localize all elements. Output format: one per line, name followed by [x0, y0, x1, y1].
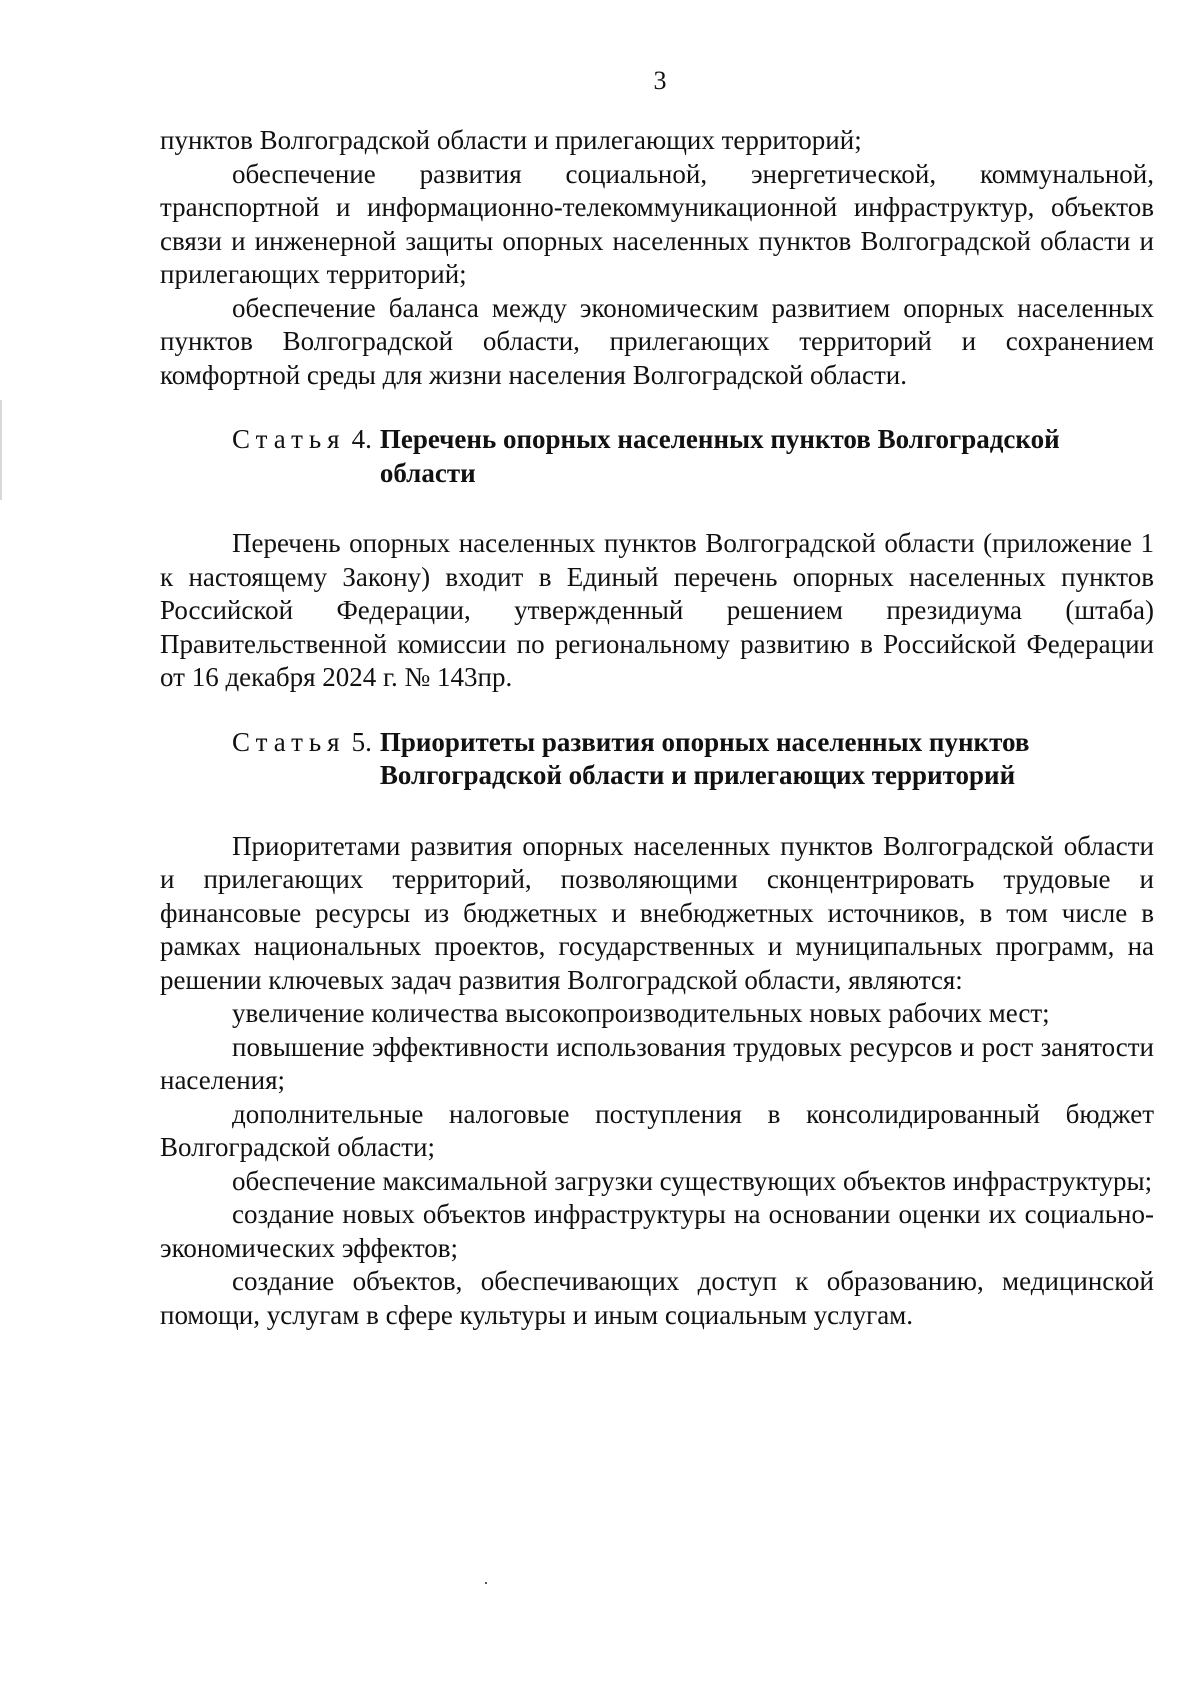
document-body [160, 124, 1154, 1332]
article-5-intro: Приоритетами развития опорных населенных пунктов Волгоградской области и прилегающих территорий, позволяющими сконцентрировать трудовые и финансовые ресурсы из бюджетных и внебюджетных источников, в том числе в рамках национальных проектов, государственных и муниципальных программ, на решении ключевых задач развития Волгоградской области, являются: [160, 830, 1154, 995]
paragraph-continuation: пунктов Волгоградской области и прилегающих территорий; [160, 125, 862, 155]
article-number: 5. [351, 726, 372, 757]
priority-item: создание объектов, обеспечивающих доступ к образованию, медицинской помощи, услугам в сфере культуры и иным социальным услугам. [160, 1266, 1154, 1330]
article-4-heading [160, 423, 1154, 490]
article-5-heading [160, 726, 1154, 793]
paragraph: обеспечение развития социальной, энергетической, коммунальной, транспортной и информационно-телекоммуникационной инфраструктур, объектов связи и инженерной защиты опорных населенных пунктов Волгоградской области и прилегающих территорий; [160, 158, 1154, 289]
page-number: 3 [653, 66, 667, 95]
priority-item: увеличение количества высокопроизводительных новых рабочих мест; [232, 998, 1050, 1028]
article-label: Статья [232, 726, 346, 757]
priority-item: повышение эффективности использования трудовых ресурсов и рост занятости населения; [160, 1031, 1154, 1095]
priority-item: обеспечение максимальной загрузки существующих объектов инфраструктуры; [232, 1165, 1153, 1196]
article-label: Статья [232, 424, 346, 454]
scan-edge-mark [0, 400, 2, 500]
paragraph: обеспечение баланса между экономическим развитием опорных населенных пунктов Волгоградской области, прилегающих территорий и сохранением комфортной среды для жизни населения Волгоградской области. [160, 292, 1154, 390]
article-title: Перечень опорных населенных пунктов Волгоградской области [379, 424, 1060, 488]
article-4-text: Перечень опорных населенных пунктов Волгоградской области (приложение 1 к настоящему Закону) входит в Единый перечень опорных населенных пунктов Российской Федерации, утвержденный решением президиума (штаба) Правительственной комиссии по региональному развитию в Российской Федерации от 16 декабря 2024 г. № 143пр. [160, 528, 1154, 692]
priority-item: дополнительные налоговые поступления в консолидированный бюджет Волгоградской области; [160, 1098, 1154, 1162]
article-title: Приоритеты развития опорных населенных пунктов Волгоградской области и прилегающих территорий [379, 726, 1030, 790]
scan-speck [485, 1582, 487, 1584]
priority-item: создание новых объектов инфраструктуры на основании оценки их социально-экономических эффектов; [160, 1199, 1154, 1263]
article-number: 4. [351, 424, 372, 454]
